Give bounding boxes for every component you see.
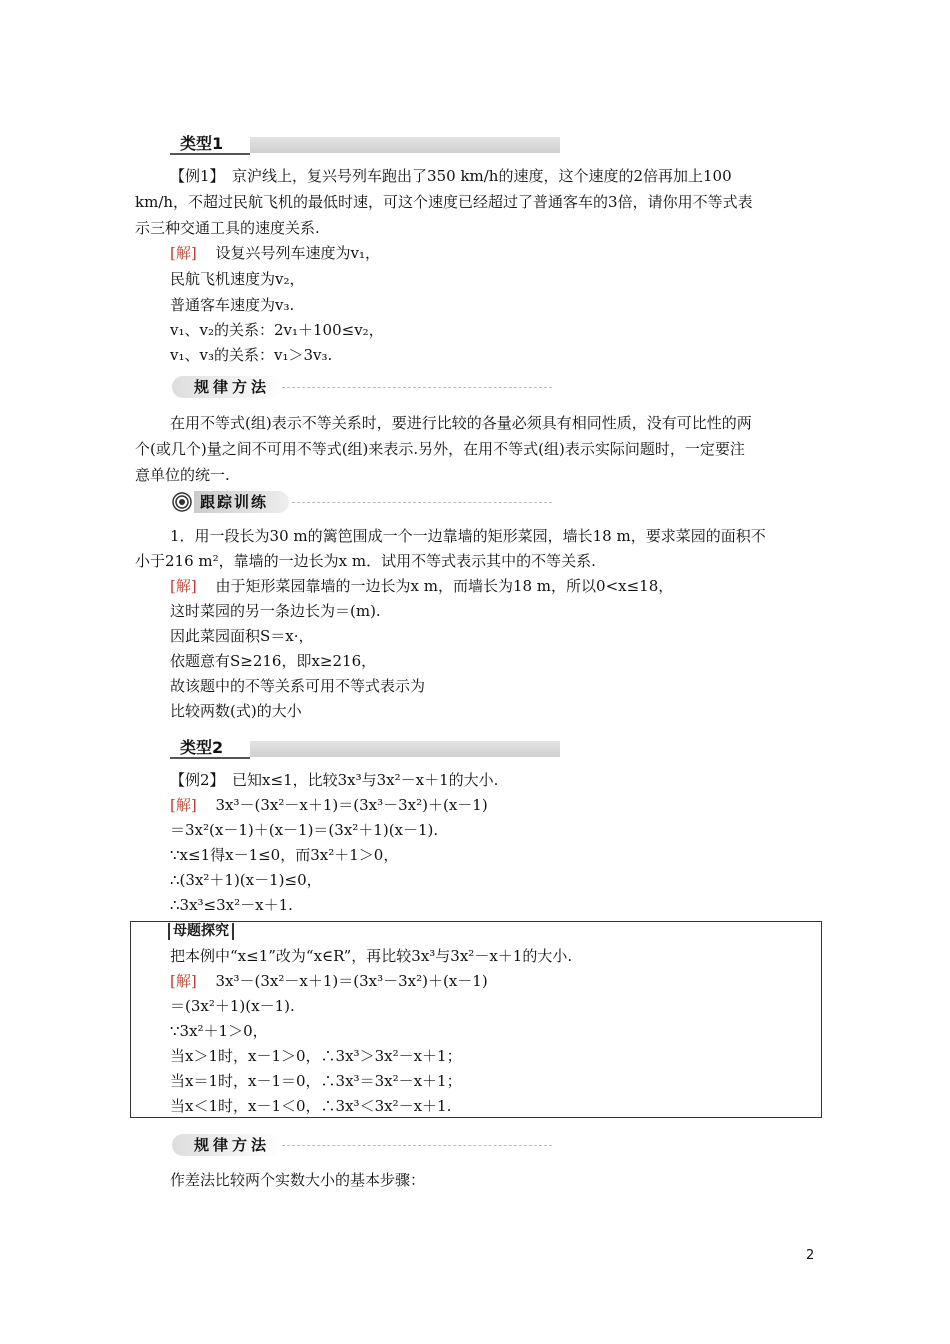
banner-label: 类型1: [170, 133, 250, 155]
type1-banner: [170, 133, 560, 155]
explore-solution-line4: 当x＞1时，x－1＞0，∴3x³＞3x²－x＋1；: [170, 1047, 462, 1065]
method-header-1: [172, 376, 552, 400]
example1-line1: 【例1】 京沪线上，复兴号列车跑出了350 km/h的速度，这个速度的2倍再加上100: [170, 167, 732, 185]
example1-solution-line5: v₁、v₃的关系：v₁＞3v₃.: [170, 346, 333, 364]
banner-bar: [210, 741, 560, 757]
training-header: [172, 491, 552, 515]
explore-line1: 把本例中“x≤1”改为“x∈R”，再比较3x³与3x²－x＋1的大小.: [170, 947, 573, 965]
banner-bar: [210, 137, 560, 153]
example2-solution-line4: ∴(3x²＋1)(x－1)≤0，: [170, 871, 322, 889]
example1-solution-line3: 普通客车速度为v₃.: [170, 296, 295, 314]
solution-label: [解]: [170, 796, 197, 814]
banner-label: 类型2: [170, 737, 250, 759]
method-divider: [282, 387, 552, 388]
type2-banner: [170, 737, 560, 759]
training-label: 跟踪训练: [194, 491, 289, 513]
explore-solution-line6: 当x＜1时，x－1＜0，∴3x³＜3x²－x＋1.: [170, 1097, 452, 1115]
solution-label: [解]: [170, 972, 197, 990]
explore-solution-line3: ∵3x²＋1＞0，: [170, 1022, 268, 1040]
explore-solution-line2: ＝(3x²＋1)(x－1).: [170, 997, 295, 1015]
example2-solution-line3: ∵x≤1得x－1≤0，而3x²＋1＞0，: [170, 846, 399, 864]
solution-text: 由于矩形菜园靠墙的一边长为x m，而墙长为18 m，所以0<x≤18，: [215, 577, 674, 595]
solution-text: 设复兴号列车速度为v₁，: [215, 244, 380, 262]
explore-tag: 母题探究: [168, 923, 234, 940]
method-divider: [282, 1145, 552, 1146]
example1-line2: km/h，不超过民航飞机的最低时速，可这个速度已经超过了普通客车的3倍，请你用不等式表: [135, 193, 753, 211]
training-divider: [292, 502, 552, 503]
example2-solution-line2: ＝3x²(x－1)＋(x－1)＝(3x²＋1)(x－1).: [170, 821, 439, 839]
method1-line2: 个(或几个)量之间不可用不等式(组)来表示.另外，在用不等式(组)表示实际问题时，一定要注: [135, 440, 745, 458]
method1-line3: 意单位的统一.: [135, 466, 230, 484]
method-label: 规律方法: [172, 376, 282, 398]
target-icon: [172, 492, 192, 512]
section-heading: 比较两数(式)的大小: [170, 702, 302, 720]
method-label: 规律方法: [172, 1134, 282, 1156]
method-header-2: [172, 1134, 552, 1158]
example1-line3: 示三种交通工具的速度关系.: [135, 219, 320, 237]
example1-solution-line1: [170, 243, 380, 263]
example2-solution-line5: ∴3x³≤3x²－x＋1.: [170, 896, 293, 914]
page-number: 2: [806, 1248, 815, 1263]
training-solution-line3: 因此菜园面积S＝x·，: [170, 627, 314, 645]
example1-solution-line2: 民航飞机速度为v₂，: [170, 270, 305, 288]
solution-label: [解]: [170, 577, 197, 595]
training-question-line2: 小于216 m²，靠墙的一边长为x m．试用不等式表示其中的不等关系.: [135, 552, 596, 570]
method2-line1: 作差法比较两个实数大小的基本步骤：: [170, 1171, 426, 1189]
training-solution-line1: [170, 576, 673, 596]
explore-solution-line5: 当x＝1时，x－1＝0，∴3x³＝3x²－x＋1；: [170, 1072, 462, 1090]
training-solution-line5: 故该题中的不等关系可用不等式表示为: [170, 677, 426, 695]
training-question-line1: 1．用一段长为30 m的篱笆围成一个一边靠墙的矩形菜园，墙长18 m，要求菜园的面积不: [170, 527, 766, 545]
method1-line1: 在用不等式(组)表示不等关系时，要进行比较的各量必须具有相同性质，没有可比性的两: [170, 414, 752, 432]
solution-text: 3x³－(3x²－x＋1)＝(3x³－3x²)＋(x－1): [215, 796, 488, 814]
explore-solution-line1: [170, 971, 488, 991]
example2-solution-line1: [170, 795, 488, 815]
example2-line1: 【例2】 已知x≤1，比较3x³与3x²－x＋1的大小.: [170, 771, 499, 789]
example1-solution-line4: v₁、v₂的关系：2v₁＋100≤v₂，: [170, 321, 384, 339]
training-solution-line4: 依题意有S≥216，即x≥216，: [170, 652, 377, 670]
training-solution-line2: 这时菜园的另一条边长为＝(m).: [170, 602, 381, 620]
solution-label: [解]: [170, 244, 197, 262]
solution-text: 3x³－(3x²－x＋1)＝(3x³－3x²)＋(x－1): [215, 972, 488, 990]
